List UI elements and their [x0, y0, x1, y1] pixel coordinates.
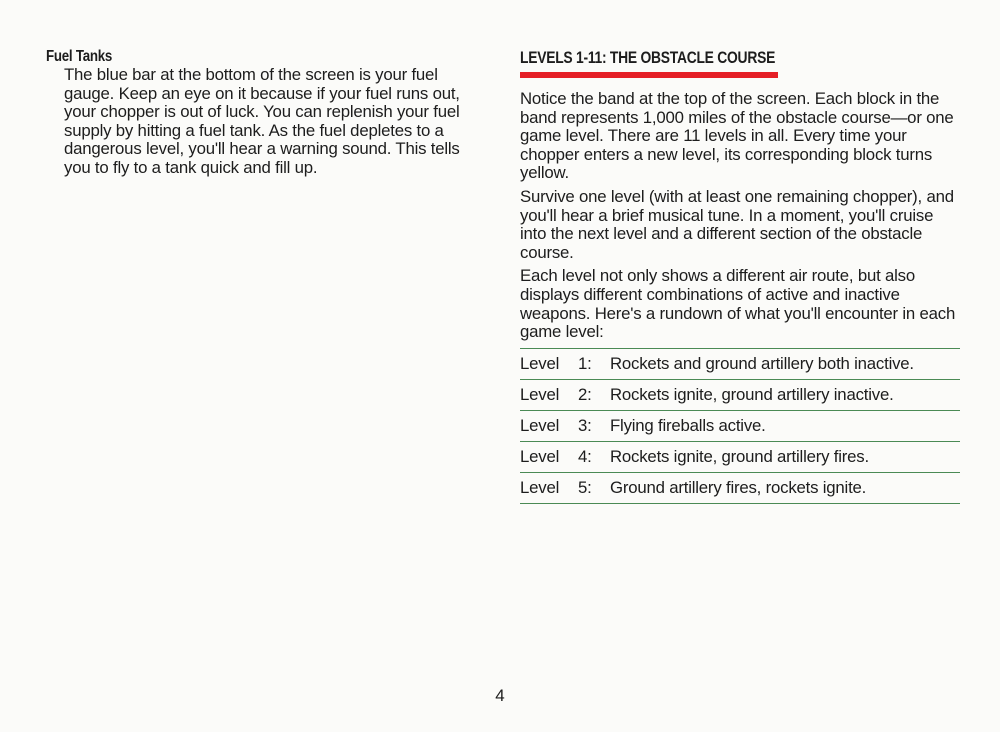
- level-row: [520, 411, 960, 442]
- level-description: Rockets ignite, ground artillery inactive.: [610, 384, 894, 404]
- level-description: Rockets and ground artillery both inactive.: [610, 353, 914, 373]
- level-number: 3:: [578, 415, 592, 435]
- heading-underline-rule: [520, 72, 778, 78]
- level-description: Rockets ignite, ground artillery fires.: [610, 446, 869, 466]
- levels-paragraph: Notice the band at the top of the screen. Each block in the band represents 1,000 miles of the obstacle course—or one game level. There are 11 levels in all. Every time your chopper enters a new level, its corresponding block turns yellow.: [520, 89, 954, 183]
- level-table: [520, 348, 960, 504]
- level-number: 4:: [578, 446, 592, 466]
- levels-section: [520, 48, 962, 504]
- level-row: [520, 380, 960, 411]
- level-description: Flying fireballs active.: [610, 415, 766, 435]
- fuel-tanks-section: [46, 48, 476, 178]
- level-row: [520, 442, 960, 473]
- levels-paragraph: Each level not only shows a different air route, but also displays different combinations of active and inactive weapons. Here's a rundown of what you'll encounter in each game level:: [520, 266, 956, 342]
- level-number: 2:: [578, 384, 592, 404]
- level-label: Level: [520, 415, 560, 435]
- page-number: 4: [495, 686, 505, 705]
- level-row: [520, 473, 960, 504]
- fuel-tanks-heading: Fuel Tanks: [46, 48, 113, 65]
- level-number: 5:: [578, 477, 592, 497]
- level-label: Level: [520, 477, 560, 497]
- levels-heading: LEVELS 1-11: THE OBSTACLE COURSE: [520, 49, 776, 67]
- levels-paragraph: Survive one level (with at least one remaining chopper), and you'll hear a brief musical tune. In a moment, you'll cruise into the next level and a different section of the obstacle course.: [520, 186, 954, 262]
- level-label: Level: [520, 446, 560, 466]
- level-label: Level: [520, 353, 560, 373]
- level-number: 1:: [578, 353, 592, 373]
- level-row: [520, 349, 960, 380]
- level-label: Level: [520, 384, 560, 404]
- level-description: Ground artillery fires, rockets ignite.: [610, 477, 867, 497]
- fuel-tanks-body: The blue bar at the bottom of the screen is your fuel gauge. Keep an eye on it because if your fuel runs out, your chopper is out of luck. You can replenish your fuel supply by hitting a fuel tank. As the fuel depletes to a dangerous level, you'll hear a warning sound. This tells you to fly to a tank quick and fill up.: [64, 65, 460, 177]
